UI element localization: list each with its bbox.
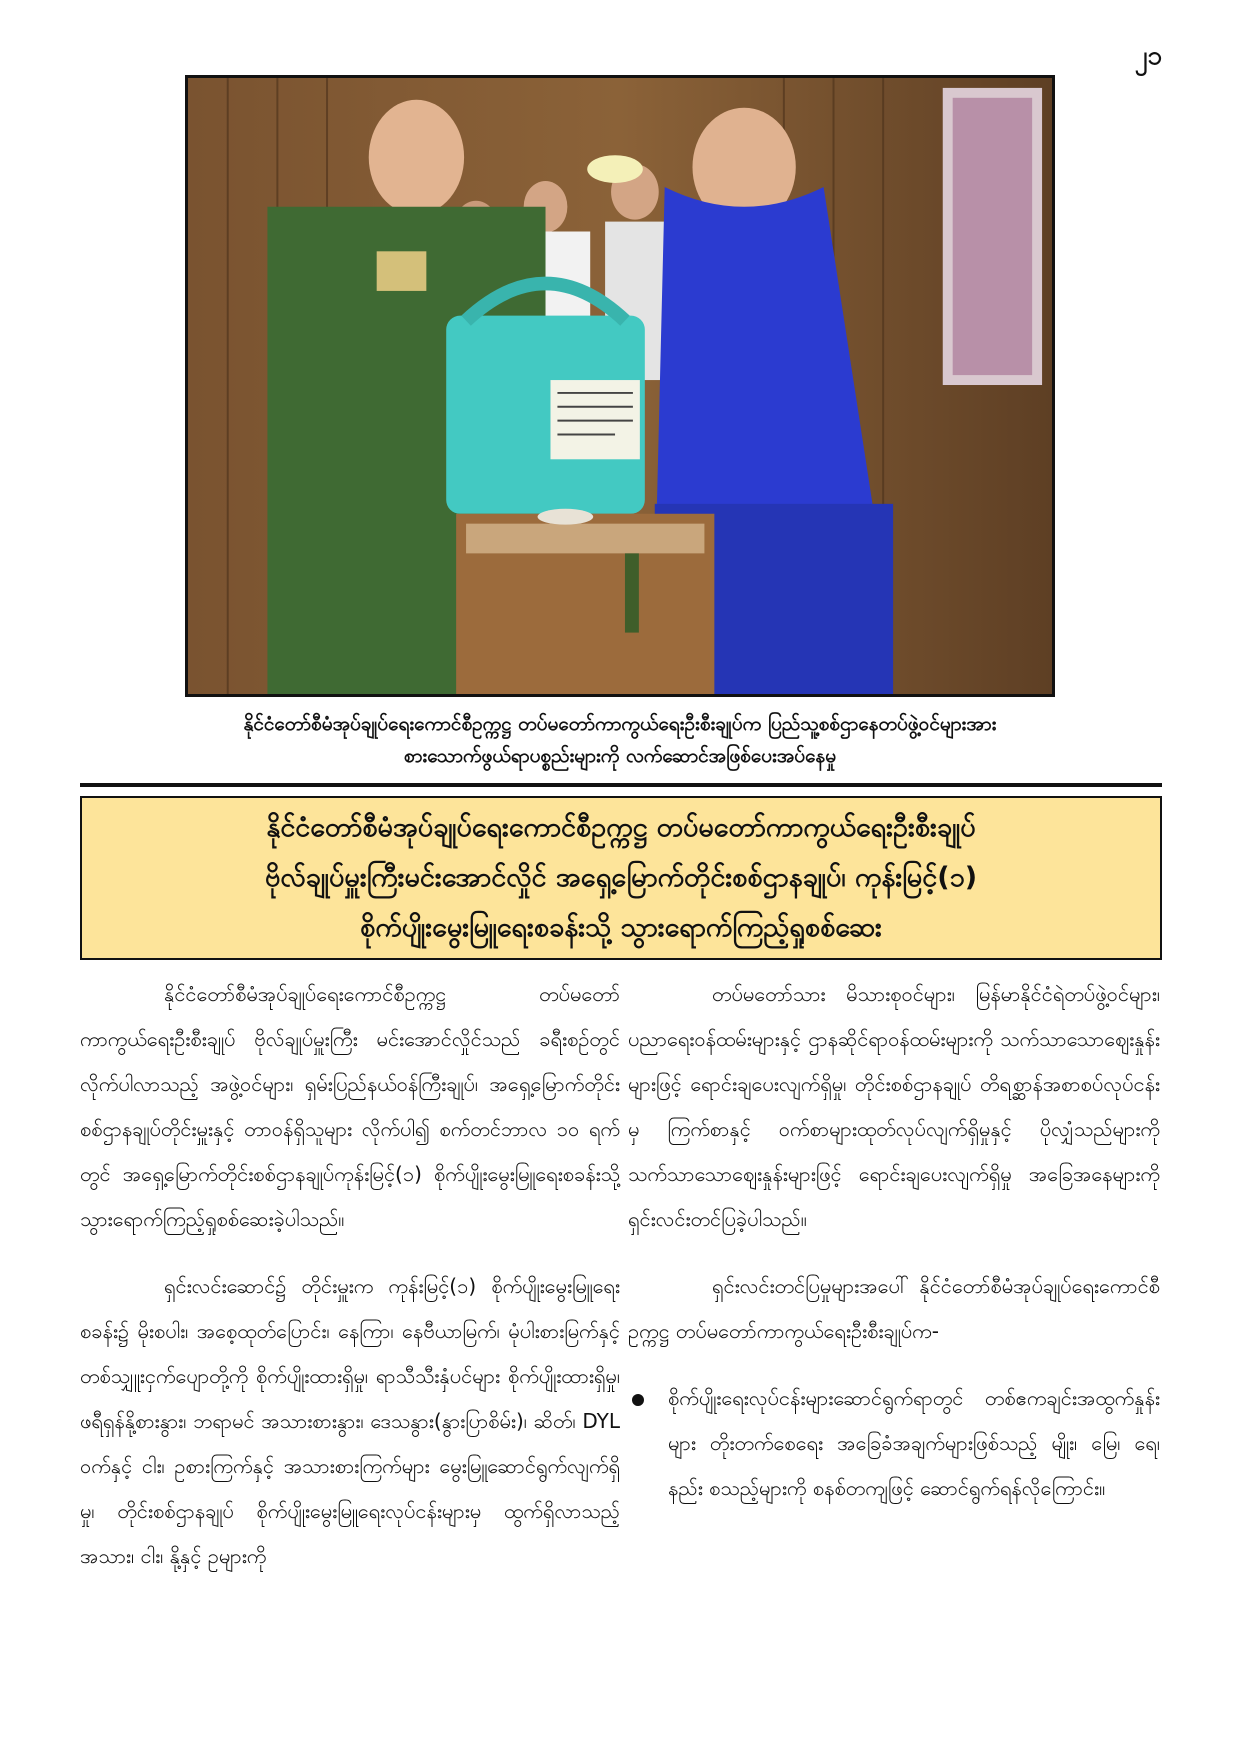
headline-box [80,796,1162,960]
headline-line-2: ဗိုလ်ချုပ်မှူးကြီးမင်းအောင်လှိုင် အရှေ့မြောက်တိုင်းစစ်ဌာနချုပ်၊ ကုန်းမြင့်(၁) [264,862,978,893]
headline-line-1: နိုင်ငံတော်စီမံအုပ်ချုပ်ရေးကောင်စီဥက္ကဋ္ဌ တပ်မတော်ကာကွယ်ရေးဦးစီးချုပ် [266,812,976,843]
body-column-right [628,972,1160,1511]
body-paragraph: တပ်မတော်သား မိသားစုဝင်များ၊ မြန်မာနိုင်ငံရဲတပ်ဖွဲ့ဝင်များ၊ ပညာရေးဝန်ထမ်းများနှင့် ဌာနဆိုင်ရာဝန်ထမ်းများကို သက်သာသောဈေးနှုန်းများဖြင့် ရောင်းချပေးလျက်ရှိမှု၊ တိုင်းစစ်ဌာနချုပ် တိရစ္ဆာန်အစာစပ်လုပ်ငန်းမှ ကြက်စာနှင့် ဝက်စာများထုတ်လုပ်လျက်ရှိမှုနှင့် ပိုလျှံသည်များကို သက်သာသောဈေးနှုန်းများဖြင့် ရောင်းချပေးလျက်ရှိမှု အခြေအနေများကို ရှင်းလင်းတင်ပြခဲ့ပါသည်။ [628,982,1160,1231]
bullet-icon [632,1394,644,1406]
section-divider [80,783,1162,787]
body-paragraph: ရှင်းလင်းဆောင်၌ တိုင်းမှူးက ကုန်းမြင့်(၁) စိုက်ပျိုးမွေးမြူရေးစခန်း၌ မိုးစပါး၊ အစေ့ထုတ်ပြောင်း၊ နေကြာ၊ နေဗီယာမြက်၊ မုံပါးစားမြက်နှင့် တစ်သျှူးငှက်ပျောတို့ကို စိုက်ပျိုးထားရှိမှု၊ ရာသီသီးနှံပင်များ စိုက်ပျိုးထားရှိမှု၊ ဖရီရှန်နို့စားနွား၊ ဘရာမင် အသားစားနွား၊ ဒေသနွား(နွားပြာစိမ်း)၊ ဆိတ်၊ DYL ဝက်နှင့် ငါး၊ ဥစားကြက်နှင့် အသားစားကြက်များ မွေးမြူဆောင်ရွက်လျက်ရှိမှု၊ တိုင်းစစ်ဌာနချုပ် စိုက်ပျိုးမွေးမြူရေးလုပ်ငန်းများမှ ထွက်ရှိလာသည့် အသား၊ ငါး၊ နို့နှင့် ဥများကို [80,1274,620,1568]
news-photo [185,75,1055,697]
page-number: ၂၁ [1134,41,1162,71]
photo-caption [120,708,1120,772]
body-column-left [80,972,620,1601]
list-item [628,1376,1160,1511]
body-paragraph: နိုင်ငံတော်စီမံအုပ်ချုပ်ရေးကောင်စီဥက္ကဋ္ဌ တပ်မတော်ကာကွယ်ရေးဦးစီးချုပ် ဗိုလ်ချုပ်မှူးကြီး မင်းအောင်လှိုင်သည် ခရီးစဉ်တွင်လိုက်ပါလာသည့် အဖွဲ့ဝင်များ၊ ရှမ်းပြည်နယ်ဝန်ကြီးချုပ်၊ အရှေ့မြောက်တိုင်းစစ်ဌာနချုပ်တိုင်းမှူးနှင့် တာဝန်ရှိသူများ လိုက်ပါ၍ စက်တင်ဘာလ ၁၀ ရက်တွင် အရှေ့မြောက်တိုင်းစစ်ဌာနချုပ်ကုန်းမြင့်(၁) စိုက်ပျိုးမွေးမြူရေးစခန်းသို့ သွားရောက်ကြည့်ရှုစစ်ဆေးခဲ့ပါသည်။ [80,982,620,1231]
instruction-list [628,1376,1160,1511]
list-item-text: စိုက်ပျိုးရေးလုပ်ငန်းများဆောင်ရွက်ရာတွင် တစ်ဧကချင်းအထွက်နှုန်းများ တိုးတက်စေရေး အခြေခံအချက်များဖြစ်သည့် မျိုး၊ မြေ၊ ရေ၊ နည်း စသည့်များကို စနစ်တကျဖြင့် ဆောင်ရွက်ရန်လိုကြောင်း။ [668,1386,1160,1500]
caption-line-2: စားသောက်ဖွယ်ရာပစ္စည်းများကို လက်ဆောင်အဖြစ်ပေးအပ်နေမှု [403,745,837,767]
caption-line-1: နိုင်ငံတော်စီမံအုပ်ချုပ်ရေးကောင်စီဥက္ကဋ္ဌ တပ်မတော်ကာကွယ်ရေးဦးစီးချုပ်က ပြည်သူ့စစ်ဌာနေတပ်ဖွဲ့ဝင်များအား [243,713,997,735]
photo-illustration [188,78,1052,694]
body-paragraph: ရှင်းလင်းတင်ပြမှုများအပေါ် နိုင်ငံတော်စီမံအုပ်ချုပ်ရေးကောင်စီဥက္ကဋ္ဌ တပ်မတော်ကာကွယ်ရေးဦးစီးချုပ်က- [628,1274,1160,1343]
headline-line-3: စိုက်ပျိုးမွေးမြူရေးစခန်းသို့ သွားရောက်ကြည့်ရှုစစ်ဆေး [360,912,882,943]
